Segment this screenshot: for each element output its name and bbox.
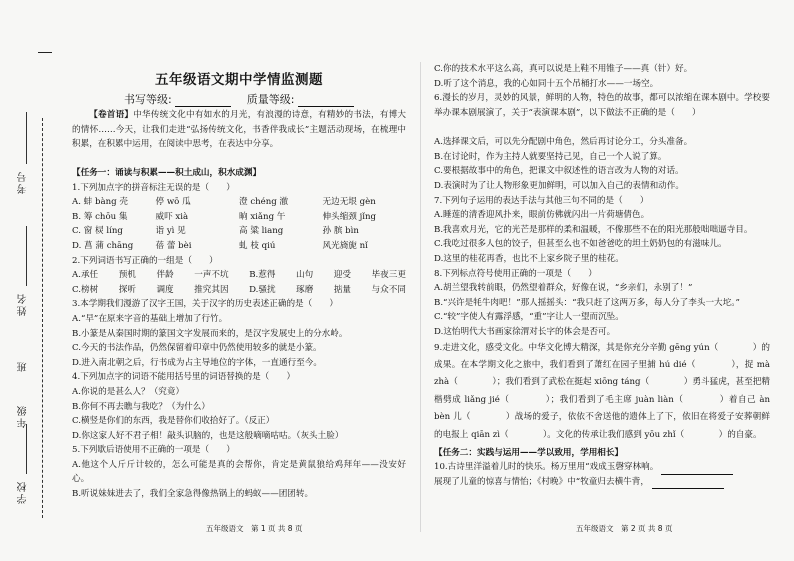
q2-word: 调度 [156, 284, 174, 295]
q1-option: 澄 chéng 澈 [239, 197, 289, 208]
preface [72, 108, 406, 166]
q3-option-d[interactable]: D.进入南北朝之后，行书成为占主导地位的字体，一直通行至今。 [72, 357, 322, 368]
q1-option[interactable]: C. 窗 棂 líng [72, 226, 123, 237]
q4-option-a[interactable]: A.你说的是甚么人？（究竟） [72, 386, 185, 397]
writing-grade-blank[interactable] [175, 95, 231, 107]
school-no-blank[interactable] [26, 112, 27, 164]
q10-line-2 [434, 475, 770, 490]
q7-stem: 7.下列句子运用的表达手法与其他三句不同的是（ ） [434, 195, 649, 206]
school-blank[interactable] [26, 424, 27, 474]
quality-grade-blank[interactable] [298, 95, 354, 107]
grade-label: 年级 [18, 404, 29, 428]
q2-row [72, 268, 406, 283]
footer-left: 五年级语文 第 1 页 共 8 页 [206, 524, 303, 533]
q9-fill-in-passage[interactable]: 9.走进文化，感受文化。中华文化博大精深，其是你充分辛勤 gēng yún（ ）的成果。在本学期文化之旅中，我们看到了萧红在园子里捕 hú dié（ ），捉 mà zhà（ ）；我们看到了武松在挺起 xiōng táng（ ）勇斗猛虎，甚至把精楷劈成 liǎng jié（ ）；我们看到了毛主席 juàn liàn（ ）着自己 àn bèn 儿（ ）战场的爱子，依依不舍送他的遗体上了下，依旧在将爱子安葬朝鲜的电报上 qiān zì（ ）。文化的传承让我们感到 yōu zhǐ（ ）的自豪。 [434, 342, 770, 440]
q1-option: 孙 膑 bìn [322, 226, 359, 237]
q2-word: 掂量 [333, 284, 352, 295]
section1-heading: 【任务一：诵读与积累——积土成山，积水成渊】 [72, 168, 262, 178]
grade-row [72, 91, 406, 107]
q1-option[interactable]: D. 菖 蒲 chāng [72, 240, 134, 251]
q6-option-d[interactable]: D.表演时为了让人物形象更加鲜明，可以加入自己的表情和动作。 [434, 180, 684, 191]
q1-option: 虬 枝 qiú [239, 240, 276, 251]
writing-grade-label: 书写等级: [124, 93, 172, 106]
section2-heading: 【任务二：实践与运用——学以致用，学用相长】 [434, 447, 624, 458]
q10-line-1 [434, 460, 770, 475]
school-label: 学校 [18, 480, 29, 504]
q4-stem: 4.下列加点字的词语不能用括号里的词语替换的是（ ） [72, 372, 296, 383]
q2-word: 预机 [118, 270, 136, 281]
q10-text-1: 10.古诗里洋溢着儿时的快乐。杨万里用“戏成玉磬穿林响。 [434, 462, 659, 473]
quality-grade-label: 质量等级: [246, 93, 295, 106]
binding-dashed-line [42, 118, 43, 518]
q7-option-d[interactable]: D.这里的桂花再香，也比不上家乡院子里的桂花。 [434, 253, 624, 264]
q1-option[interactable]: A. 蚌 bàng 壳 [72, 197, 128, 208]
q4-option-b[interactable]: B.你何不再去瞧与我吃？（为什么） [72, 401, 210, 412]
q1-option: 诣 yì 见 [155, 226, 186, 237]
q1-row [72, 239, 406, 254]
q2-row [72, 283, 406, 298]
q5-option-b[interactable]: B.听说妹妹进去了，我们全家急得像热锅上的蚂蚁——团团转。 [72, 488, 314, 499]
q10-text-2: 展现了儿童的惊喜与情怡；《村晚》中“牧童归去横牛背， [434, 476, 649, 487]
right-column [434, 62, 770, 489]
column-divider [420, 62, 421, 532]
q5-option-a[interactable]: A.他这个人斤斤计较的，怎么可能是真的会帮你，肯定是黄鼠狼给鸡拜年——没安好心。 [72, 459, 406, 485]
q5-option-d[interactable]: D.听了这个消息，我的心如同十五个吊桶打水——一场空。 [434, 78, 659, 89]
q1-option: 风光旖旎 nǐ [322, 240, 368, 251]
q1-option: 威吓 xià [155, 211, 189, 222]
q1-option: 停 wō 瓜 [155, 197, 191, 208]
q1-option: 高 粱 liang [239, 226, 284, 237]
q6-stem: 6.漫长的岁月，灵妙的风景，鲜明的人物，特色的故事，都可以浓缩在课本剧中。学校要举办课本剧展演了，关于“表演课本剧”，以下做法不正确的是（ ） [434, 93, 770, 118]
class-label: 班 [18, 360, 29, 372]
q2-word: 琢磨 [296, 284, 314, 295]
q3-stem: 3.本学期我们漫游了汉字王国，关于汉字的历史表述正确的是（ ） [72, 299, 339, 310]
binding-margin [0, 0, 66, 561]
q2-word: 山句 [296, 270, 314, 281]
q2-word: 与众不同 [371, 284, 406, 295]
q6-option-a[interactable]: A.选择课文后，可以先分配剧中角色，然后再讨论分工，分头准备。 [434, 137, 693, 148]
q2-word[interactable]: C.榜树 [72, 284, 99, 295]
q4-option-c[interactable]: C.横竖是你们的东西，我是替你们收拾好了。（反正） [72, 416, 275, 427]
q5-stem: 5.下列歇后语使用不正确的一项是（ ） [72, 445, 235, 456]
q4-option-d[interactable]: D.你这家人好不君子相！敲头识脑的，也是这般嘀嘀咕咕。（灰头土脸） [72, 430, 344, 441]
preface-text: 中华传统文化中有如水的月光，有浪漫的诗意，有精妙的书法，有博大的情怀……今天，让我们走进“弘扬传统文化，书香伴我成长”主题活动现场，在梳理中积累，在积累中运用，在阅读中思考，在表达中分享。 [72, 110, 406, 150]
q2-word[interactable]: D.骚扰 [249, 284, 276, 295]
q2-word: 迎受 [333, 270, 351, 281]
q8-option-b[interactable]: B.“兴许是牦牛肉吧！”那人摇摇头：“我只赶了这两万多，每人分了李头一大坨。” [434, 297, 740, 308]
name-blank[interactable] [26, 226, 27, 286]
q3-option-a[interactable]: A.“早”在原来字音的基础上增加了行竹。 [72, 313, 228, 324]
q7-option-a[interactable]: A.睡莲的清香迎风扑来，眼前仿佛就闪出一片荷塘倩色。 [434, 210, 650, 221]
q2-word[interactable]: B.惹得 [249, 270, 276, 281]
q1-row [72, 195, 406, 210]
q1-option: 蓓 蕾 bèi [155, 240, 192, 251]
left-column [72, 108, 406, 501]
q2-word: 探听 [118, 284, 136, 295]
q2-word: 毕夜三更 [371, 270, 406, 281]
school-no-label: 考号 [18, 170, 29, 194]
q3-option-c[interactable]: C.今天的书法作品，仍然保留着印章中仍然使用较多的就是小篆。 [72, 343, 322, 354]
exam-title: 五年级语文期中学情监测题 [155, 72, 323, 88]
q1-option: 晌 xiǎng 午 [239, 211, 286, 222]
q8-option-c[interactable]: C.“较”字使人有露浮感，“重”字让人一望而沉坠。 [434, 312, 624, 323]
q1-row [72, 224, 406, 239]
q1-row [72, 210, 406, 225]
q5-option-c[interactable]: C.你的技术水平这么高，真可以说是上鞋不用锥子——真（针）好。 [434, 64, 693, 74]
q8-option-a[interactable]: A.胡兰望我转前眼，仍然望着群众，好像在说，“乡亲们，永别了！” [434, 283, 693, 294]
q1-option: 伸头缩颈 jǐng [322, 211, 377, 222]
q2-word: 一声不坑 [194, 270, 229, 281]
q1-stem: 1.下列加点字的拼音标注无误的是（ ） [72, 182, 235, 193]
q7-option-c[interactable]: C.我吃过很多人包的饺子，但甚至么也不如爸爸吃的坦土奶奶包的有滋味儿。 [434, 239, 727, 250]
q10-blank-2[interactable] [652, 479, 724, 489]
name-label: 姓名 [18, 292, 29, 316]
q10-blank-1[interactable] [661, 465, 733, 475]
q1-option[interactable]: B. 筹 chōu 集 [72, 211, 128, 222]
preface-lead: 【卷首语】 [89, 110, 134, 120]
q6-option-b[interactable]: B.在讨论时，作为主持人就要坚持己见，自己一个人说了算。 [434, 151, 667, 162]
q8-stem: 8.下列标点符号使用正确的一项是（ ） [434, 268, 597, 279]
q2-stem: 2.下列词语书写正确的一组是（ ） [72, 255, 218, 266]
q2-word[interactable]: A.承任 [72, 270, 99, 281]
q1-option: 无边无垠 gèn [322, 197, 376, 208]
q8-option-d[interactable]: D.这怡明代大书画家徐渭对长字的体会是否可。 [434, 326, 616, 337]
footer-right: 五年级语文 第 2 页 共 8 页 [576, 524, 673, 533]
margin-mark [38, 52, 52, 53]
q3-option-b[interactable]: B.小篆是从秦国时期的篆国文字发展而来的，是汉字发展史上的分水岭。 [72, 328, 348, 339]
q2-word: 伴龄 [156, 270, 174, 281]
q2-word: 推究其因 [194, 284, 229, 295]
q6-option-c[interactable]: C.要根据故事中的角色，把课文中叙述性的语言改为人物的对话。 [434, 166, 684, 177]
q7-option-b[interactable]: B.我喜欢月光，它的光芒是那样的柔和温暖，不像那些不在的阳光那般咄咄逼寺目。 [434, 224, 753, 235]
